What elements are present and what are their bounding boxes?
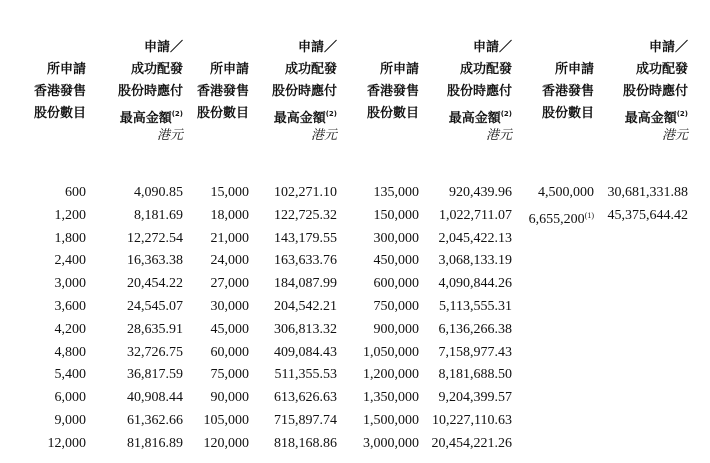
header-text: 股份數目 [541,106,594,121]
footnote-marker: (2) [171,110,183,118]
amount-cell [274,228,337,251]
cell-value: 4,090.85 [134,185,183,200]
cell-value: 28,635.91 [127,321,183,337]
header-text: 所申請 [46,62,86,77]
cell-value: 12,272.54 [127,230,183,246]
header-text: 股份時應付 [446,84,512,99]
cell-value: 600,000 [373,276,419,292]
header-text: 最高金額 [624,111,677,126]
amount-cell [274,387,337,410]
header-text: 香港發售 [196,84,249,99]
cell-value: 450,000 [373,253,419,269]
amount-cell [127,250,183,273]
amount-cell [127,296,183,319]
cell-value: 3,068,133.19 [438,253,512,269]
shares-cell [363,342,419,365]
cell-value: 7,158,977.43 [438,344,512,360]
cell-value: 45,375,644.42 [607,207,688,223]
cell-value: 3,000 [54,276,86,292]
amount-cell [127,342,183,365]
amount-cell [274,273,337,296]
shares-cell [48,387,87,410]
header-text: 香港發售 [33,84,86,99]
shares-cell [48,319,87,342]
shares-cell [363,250,419,273]
amount-cell [608,182,689,205]
header-text: 所申請 [554,62,594,77]
cell-value: 32,726.75 [127,344,183,360]
amount-cell [432,319,513,342]
amount-cell [432,342,513,365]
shares-cell [204,228,250,251]
shares-cell [204,364,250,387]
shares-cell [363,296,419,319]
amount-cell [274,342,337,365]
cell-value: 184,087.99 [274,276,337,292]
cell-value: 15,000 [210,185,249,200]
shares-cell [363,387,419,410]
shares-cell [48,296,87,319]
cell-value: 27,000 [210,276,249,292]
shares-cell [204,273,250,296]
cell-value: 105,000 [203,412,249,428]
currency-unit: 港元 [156,128,183,143]
cell-value: 75,000 [210,367,249,383]
amount-cell [274,205,337,228]
header-text: 申請／ [143,40,183,55]
shares-column-1 [48,182,87,456]
header-text: 申請／ [648,40,688,55]
shares-cell [204,433,250,456]
cell-value: 163,633.76 [274,253,337,269]
cell-value: 8,181.69 [134,207,183,223]
cell-value: 613,626.63 [274,390,337,406]
footnote-marker: (2) [325,110,337,118]
shares-cell [48,410,87,433]
cell-value: 143,179.55 [274,230,337,246]
cell-value: 24,545.07 [127,298,183,314]
cell-value: 1,200,000 [363,367,419,383]
cell-value: 18,000 [210,207,249,223]
cell-value: 21,000 [210,230,249,246]
amount-cell [127,205,183,228]
amount-cell [274,364,337,387]
cell-value: 204,542.21 [274,298,337,314]
header-text [623,103,688,125]
header-text: 最高金額 [119,111,172,126]
cell-value: 122,725.32 [274,207,337,223]
amount-column-4 [608,182,689,228]
shares-cell [48,250,87,273]
cell-value: 45,000 [210,321,249,337]
cell-value: 81,816.89 [127,435,183,451]
cell-value: 16,363.38 [127,253,183,269]
cell-value: 818,168.86 [274,435,337,451]
cell-value: 300,000 [373,230,419,246]
shares-cell [48,433,87,456]
cell-value: 600 [65,185,86,200]
cell-value: 6,000 [54,390,86,406]
cell-value: 12,000 [47,435,86,451]
shares-column-3 [363,182,419,456]
shares-cell [363,182,419,205]
amount-cell [432,250,513,273]
header-text: 成功配發 [130,62,183,77]
header-text: 股份數目 [33,106,86,121]
cell-value: 60,000 [210,344,249,360]
amount-column-2 [274,182,337,456]
cell-value: 20,454,221.26 [431,435,512,451]
cell-value: 4,500,000 [538,185,594,200]
header-amount-3 [447,37,512,147]
shares-cell [204,205,250,228]
cell-value: 61,362.66 [127,412,183,428]
shares-cell [204,250,250,273]
header-shares-1 [34,59,86,125]
header-text: 成功配發 [635,62,688,77]
shares-cell [529,205,594,228]
cell-value: 409,084.43 [274,344,337,360]
header-text: 最高金額 [273,111,326,126]
shares-cell [48,182,87,205]
cell-value: 1,050,000 [363,344,419,360]
amount-cell [432,296,513,319]
shares-cell [204,182,250,205]
amount-cell [127,410,183,433]
amount-cell [127,273,183,296]
cell-value: 102,271.10 [274,185,337,200]
currency-unit: 港元 [310,128,337,143]
cell-value: 120,000 [203,435,249,451]
cell-value: 306,813.32 [274,321,337,337]
header-text: 股份數目 [196,106,249,121]
amount-cell [127,387,183,410]
shares-cell [363,228,419,251]
header-text: 股份時應付 [622,84,688,99]
amount-cell [274,182,337,205]
amount-cell [432,205,513,228]
cell-value: 6,136,266.38 [438,321,512,337]
amount-cell [127,319,183,342]
cell-value: 9,000 [54,412,86,428]
cell-value: 2,400 [54,253,86,269]
footnote-marker: (1) [584,210,594,220]
cell-value: 715,897.74 [274,412,337,428]
cell-value: 5,400 [54,367,86,383]
cell-value: 900,000 [373,321,419,337]
currency-unit: 港元 [661,128,688,143]
header-text: 股份數目 [366,106,419,121]
shares-cell [48,364,87,387]
header-shares-4 [542,59,594,125]
shares-cell [363,273,419,296]
shares-cell [204,296,250,319]
cell-value: 2,045,422.13 [438,230,512,246]
cell-value: 3,000,000 [363,435,419,451]
amount-cell [274,250,337,273]
cell-value: 750,000 [373,298,419,314]
cell-value: 511,355.53 [274,367,337,383]
header-text: 所申請 [209,62,249,77]
header-text [272,103,337,125]
footnote-marker: (2) [676,110,688,118]
currency-unit: 港元 [485,128,512,143]
amount-column-3 [432,182,513,456]
amount-cell [432,387,513,410]
header-text: 香港發售 [541,84,594,99]
amount-cell [274,410,337,433]
shares-cell [204,410,250,433]
cell-value: 4,800 [54,344,86,360]
header-text: 成功配發 [459,62,512,77]
cell-value: 30,681,331.88 [607,185,688,200]
cell-value: 90,000 [210,390,249,406]
header-text: 股份時應付 [117,84,183,99]
shares-cell [48,205,87,228]
header-text: 香港發售 [366,84,419,99]
shares-cell [204,387,250,410]
cell-value: 1,350,000 [363,390,419,406]
header-text [447,103,512,125]
cell-value: 20,454.22 [127,276,183,292]
cell-value: 5,113,555.31 [439,298,512,314]
header-text: 申請／ [297,40,337,55]
header-shares-3 [367,59,419,125]
shares-cell [48,342,87,365]
footnote-marker: (2) [500,110,512,118]
cell-value: 24,000 [210,253,249,269]
cell-value: 6,655,200 [528,211,585,227]
cell-value: 1,200 [54,207,86,223]
shares-cell [48,273,87,296]
shares-column-4 [529,182,594,228]
cell-value: 30,000 [210,298,249,314]
cell-value: 4,200 [54,321,86,337]
amount-cell [432,364,513,387]
cell-value: 10,227,110.63 [432,412,512,428]
amount-cell [432,433,513,456]
amount-cell [127,182,183,205]
shares-cell [529,182,594,205]
amount-cell [608,205,689,228]
amount-cell [432,228,513,251]
header-amount-2 [272,37,337,147]
cell-value: 150,000 [373,207,419,223]
shares-cell [363,319,419,342]
cell-value: 1,022,711.07 [439,207,512,223]
amount-cell [127,228,183,251]
cell-value: 135,000 [373,185,419,200]
amount-cell [432,410,513,433]
amount-cell [127,433,183,456]
shares-cell [363,433,419,456]
amount-cell [274,296,337,319]
header-amount-1 [118,37,183,147]
amount-cell [432,273,513,296]
cell-value: 4,090,844.26 [438,276,512,292]
cell-value: 1,800 [54,230,86,246]
shares-cell [363,410,419,433]
amount-cell [127,364,183,387]
cell-value: 40,908.44 [127,390,183,406]
cell-value: 1,500,000 [363,412,419,428]
cell-value: 920,439.96 [449,185,512,200]
shares-cell [204,319,250,342]
shares-cell [48,228,87,251]
amount-column-1 [127,182,183,456]
cell-value: 36,817.59 [127,367,183,383]
cell-value: 9,204,399.57 [438,390,512,406]
amount-cell [274,319,337,342]
header-text [118,103,183,125]
header-text: 申請／ [472,40,512,55]
shares-cell [363,205,419,228]
header-amount-4 [623,37,688,147]
cell-value: 8,181,688.50 [438,367,512,383]
shares-column-2 [204,182,250,456]
amount-cell [274,433,337,456]
header-text: 最高金額 [448,111,501,126]
header-shares-2 [197,59,249,125]
shares-cell [363,364,419,387]
amount-cell [432,182,513,205]
header-text: 成功配發 [284,62,337,77]
header-text: 所申請 [379,62,419,77]
shares-cell [204,342,250,365]
header-text: 股份時應付 [271,84,337,99]
cell-value: 3,600 [54,298,86,314]
